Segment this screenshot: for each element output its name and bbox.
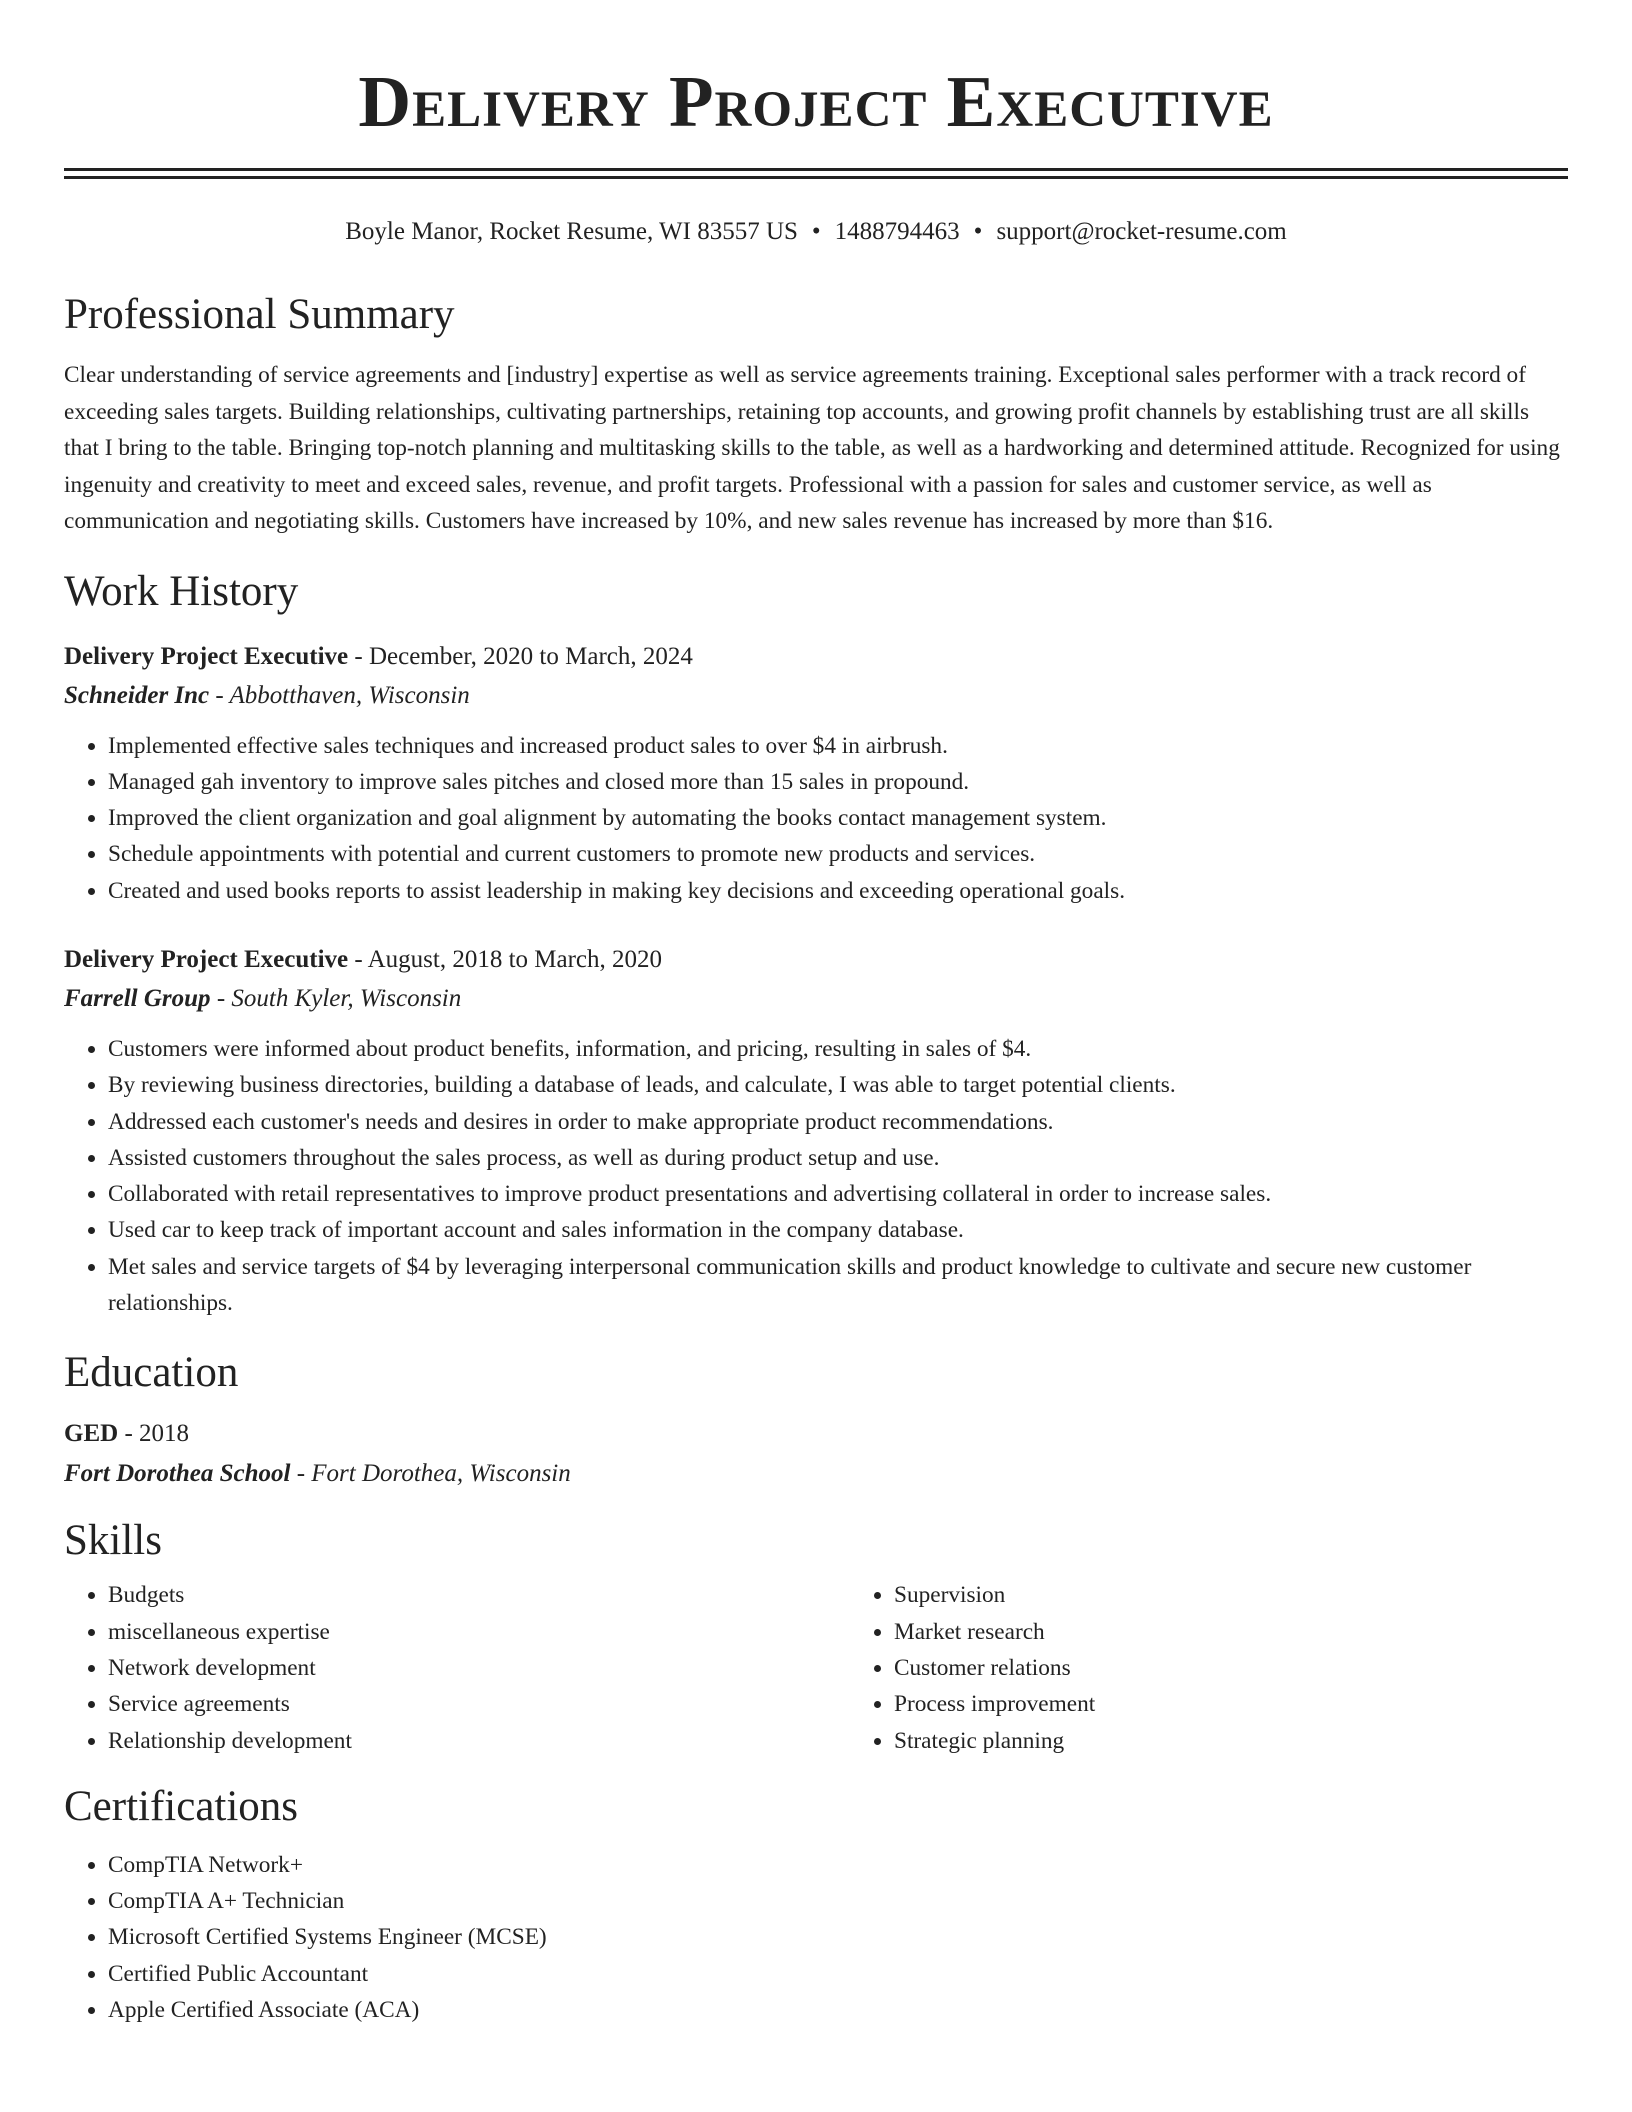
contact-separator: •	[811, 218, 821, 245]
certification-item: • Microsoft Certified Systems Engineer (MCSE)	[108, 1919, 1568, 1955]
education-year: - 2018	[118, 1420, 190, 1448]
education-heading: Education	[64, 1349, 239, 1397]
job-bullet: • Used car to keep track of important account and sales information in the company database.	[108, 1212, 1568, 1248]
contact-line	[64, 215, 1568, 249]
summary-heading: Professional Summary	[64, 291, 455, 338]
job-bullet: • Schedule appointments with potential and current customers to promote new products and services.	[108, 836, 1568, 872]
job-bullet: • By reviewing business directories, building a database of leads, and calculate, I was able to target potential clients.	[108, 1067, 1568, 1103]
job-bullet: • Addressed each customer's needs and desires in order to make appropriate product recommendations.	[108, 1104, 1568, 1140]
job-organization	[64, 676, 1568, 716]
job-entry	[64, 638, 1568, 909]
education-school-line	[64, 1453, 1568, 1495]
certifications-heading: Certifications	[64, 1782, 299, 1830]
job-location: - South Kyler, Wisconsin	[210, 984, 462, 1012]
job-location: - Abbotthaven, Wisconsin	[209, 681, 470, 709]
education-header	[64, 1415, 1568, 1453]
skill-item: • Relationship development	[108, 1723, 850, 1759]
contact-separator: •	[973, 218, 983, 245]
skill-item: • Customer relations	[894, 1650, 1632, 1686]
skills-list-right	[850, 1577, 1632, 1758]
job-dates: - December, 2020 to March, 2024	[348, 642, 693, 670]
job-bullet: • Collaborated with retail representatives to improve product presentations and advertising collateral in order to increase sales.	[108, 1176, 1568, 1212]
skill-item: • miscellaneous expertise	[108, 1614, 850, 1650]
education-location: - Fort Dorothea, Wisconsin	[290, 1460, 571, 1488]
skill-item: • Market research	[894, 1614, 1632, 1650]
skill-item: • Process improvement	[894, 1686, 1632, 1722]
job-company: Farrell Group	[64, 984, 211, 1012]
job-bullet: • Met sales and service targets of $4 by leveraging interpersonal communication skills and product knowledge to cultivate and secure new customer relationships.	[108, 1249, 1568, 1322]
job-header	[64, 638, 1568, 676]
certification-item: • CompTIA Network+	[108, 1847, 1568, 1883]
skills-list-left	[64, 1577, 850, 1758]
certifications-list	[64, 1847, 1568, 2028]
contact-address: Boyle Manor, Rocket Resume, WI 83557 US	[345, 218, 798, 245]
job-bullet: • Improved the client organization and goal alignment by automating the books contact management system.	[108, 800, 1568, 836]
certification-item: • CompTIA A+ Technician	[108, 1883, 1568, 1919]
skills-heading: Skills	[64, 1517, 162, 1565]
job-bullet: • Assisted customers throughout the sales process, as well as during product setup and use.	[108, 1140, 1568, 1176]
education-degree: GED	[64, 1420, 119, 1448]
job-bullet: • Created and used books reports to assist leadership in making key decisions and exceeding operational goals.	[108, 873, 1568, 909]
job-company: Schneider Inc	[64, 681, 210, 709]
job-bullet: • Implemented effective sales techniques and increased product sales to over $4 in airbrush.	[108, 728, 1568, 764]
education-school: Fort Dorothea School	[64, 1460, 291, 1488]
contact-phone: 1488794463	[834, 218, 960, 245]
summary-text: Clear understanding of service agreements and [industry] expertise as well as service agreements training. Exceptional sales performer with a track record of exceeding sales targets. Building relationships, cultivating partnerships, retaining top accounts, and growing profit channels by establishing trust are all skills that I bring to the table. Bringing top-notch planning and multitasking skills to the table, as well as a hardworking and determined attitude. Recognized for using ingenuity and creativity to meet and exceed sales, revenue, and profit targets. Professional with a passion for sales and customer service, as well as communication and negotiating skills. Customers have increased by 10%, and new sales revenue has increased by more than $16.	[64, 362, 1560, 534]
work-history-heading: Work History	[64, 567, 299, 615]
skill-item: • Supervision	[894, 1577, 1632, 1613]
job-entry	[64, 941, 1568, 1321]
job-header	[64, 941, 1568, 979]
skill-item: • Service agreements	[108, 1686, 850, 1722]
job-dates: - August, 2018 to March, 2020	[348, 945, 663, 973]
certification-item: • Certified Public Accountant	[108, 1956, 1568, 1992]
skills-columns	[64, 1577, 1568, 1758]
resume-name: Delivery Project Executive	[358, 61, 1274, 142]
job-bullets	[64, 728, 1568, 909]
skill-item: • Budgets	[108, 1577, 850, 1613]
skill-item: • Network development	[108, 1650, 850, 1686]
job-bullet: • Customers were informed about product benefits, information, and pricing, resulting in sales of $4.	[108, 1031, 1568, 1067]
contact-email: support@rocket-resume.com	[996, 218, 1287, 245]
certification-item: • Apple Certified Associate (ACA)	[108, 1992, 1568, 2028]
job-position: Delivery Project Executive	[64, 642, 349, 670]
job-position: Delivery Project Executive	[64, 945, 349, 973]
header-double-rule	[64, 168, 1568, 179]
job-bullets	[64, 1031, 1568, 1321]
skill-item: • Strategic planning	[894, 1723, 1632, 1759]
job-organization	[64, 979, 1568, 1019]
job-bullet: • Managed gah inventory to improve sales pitches and closed more than 15 sales in propound.	[108, 764, 1568, 800]
